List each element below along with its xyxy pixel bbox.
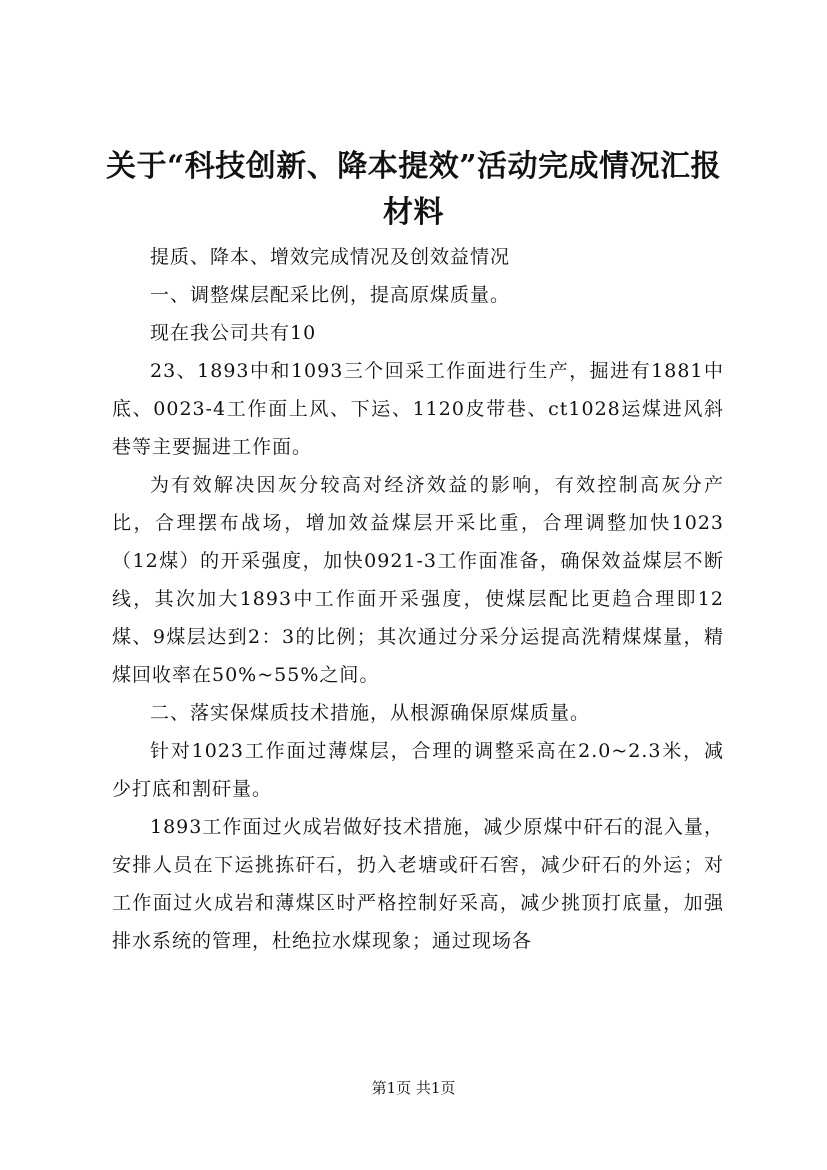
paragraph: 现在我公司共有10 (150, 322, 317, 344)
document-body (112, 238, 724, 960)
paragraph: 23、1893中和1093三个回采工作面进行生产，掘进有1881中底、0023-4工作面上风、下运、1120皮带巷、ct1028运煤进风斜巷等主要掘进工作面。 (112, 360, 724, 458)
document-title: 关于“科技创新、降本提效”活动完成情况汇报材料 (105, 149, 721, 230)
paragraph: 一、调整煤层配采比例，提高原煤质量。 (150, 284, 511, 306)
paragraph: 1893工作面过火成岩做好技术措施，减少原煤中矸石的混入量，安排人员在下运挑拣矸石，扔入老塘或矸石窖，减少矸石的外运；对工作面过火成岩和薄煤区时严格控制好采高，减少挑顶打底量，加强排水系统的管理，杜绝拉水煤现象；通过现场各 (112, 816, 724, 952)
paragraph: 二、落实保煤质技术措施，从根源确保原煤质量。 (150, 702, 591, 724)
paragraph: 为有效解决因灰分较高对经济效益的影响，有效控制高灰分产比，合理摆布战场，增加效益煤层开采比重，合理调整加快1023（12煤）的开采强度，加快0921-3工作面准备，确保效益煤层不断线，其次加大1893中工作面开采强度，使煤层配比更趋合理即12煤、9煤层达到2：3的比例；其次通过分采分运提高洗精煤煤量，精煤回收率在50%~55%之间。 (112, 474, 724, 686)
page-number-footer: 第1页 共1页 (371, 1079, 456, 1097)
paragraph: 提质、降本、增效完成情况及创效益情况 (150, 246, 511, 268)
paragraph: 针对1023工作面过薄煤层，合理的调整采高在2.0~2.3米，减少打底和割矸量。 (112, 740, 724, 800)
